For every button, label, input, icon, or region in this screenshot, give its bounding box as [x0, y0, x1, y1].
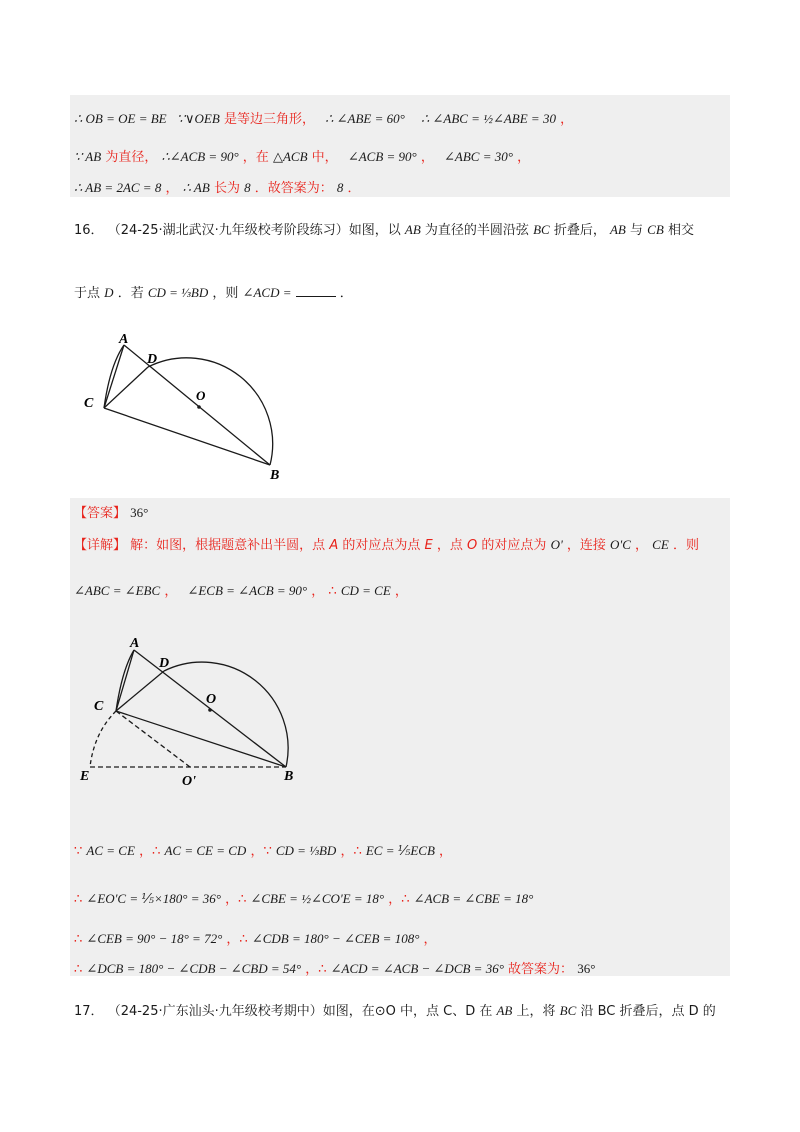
text: ∴ — [328, 584, 337, 599]
text: ， — [311, 584, 325, 599]
question-text: 与 — [630, 223, 644, 238]
math: ∠CDB = 180° − ∠CEB = 108° — [251, 931, 420, 946]
math: △ACB — [272, 149, 308, 164]
text: ， — [420, 150, 434, 165]
center-point — [197, 405, 201, 409]
detail-line-8 — [74, 958, 595, 977]
text: 中， — [311, 150, 338, 165]
segment-co-prime-dashed — [116, 711, 190, 767]
math: ∠CEB = 90° − 18° = 72° — [86, 931, 223, 946]
math: 36° — [577, 961, 596, 976]
math: E — [424, 538, 433, 553]
text: ， — [439, 844, 453, 859]
question-text: ． — [339, 286, 353, 301]
answer-blank — [296, 296, 336, 297]
math: ∴ OB = OE = BE — [74, 111, 167, 126]
math: 8 — [244, 180, 251, 195]
text: ，∴ — [139, 844, 161, 859]
math: ∠ABC = 30° — [444, 149, 513, 164]
text: ．故答案为： — [254, 181, 333, 196]
text: 为直径， — [105, 150, 158, 165]
figure-q16 — [60, 320, 320, 490]
text: ，点 — [436, 538, 463, 553]
math: CD = CE — [340, 583, 391, 598]
label-a: A — [119, 332, 129, 347]
prev-solution-line-3 — [74, 177, 361, 196]
text: ， — [394, 584, 408, 599]
label-d: D — [159, 656, 170, 671]
question-text: 折叠后， — [553, 223, 606, 238]
math: AC = CE — [86, 843, 135, 858]
math: ∵ AB — [74, 149, 102, 164]
label-a: A — [130, 636, 140, 651]
text: ．则 — [672, 538, 699, 553]
math: ∴ AB — [182, 180, 210, 195]
text: ∴ — [74, 962, 83, 977]
text: 长为 — [213, 181, 240, 196]
math: ∠ACD = ∠ACB − ∠DCB = 36° — [330, 961, 504, 976]
semicircle-arc — [148, 358, 273, 465]
label-b: B — [284, 769, 294, 784]
detail-line-5 — [74, 840, 452, 859]
label-c: C — [94, 699, 104, 714]
math: O' — [550, 537, 563, 552]
math: CD = ⅓BD — [147, 285, 209, 300]
text: ． — [347, 181, 361, 196]
segment-ca — [116, 650, 134, 711]
text: ，连接 — [566, 538, 606, 553]
question-text: ．若 — [117, 286, 144, 301]
math: ∴ ∠ABE = 60° — [325, 111, 405, 126]
math: D — [104, 285, 114, 300]
math: A — [329, 538, 339, 553]
math: ∠ACB = 90° — [347, 149, 417, 164]
math: ∴ ∠ABC = ½∠ABE = 30 — [420, 111, 556, 126]
text: ，∴ — [388, 892, 410, 907]
label-c: C — [84, 396, 94, 411]
math: ∠ACB = ∠CBE = 18° — [413, 891, 534, 906]
label-d: D — [147, 352, 158, 367]
text: ∵ — [74, 844, 83, 859]
prev-solution-line-1 — [74, 108, 573, 127]
question-text: 沿 BC 折叠后，点 D 的 — [580, 1004, 716, 1019]
math: ∠ACD = — [242, 285, 292, 300]
q16-line-2 — [74, 282, 353, 301]
math: ∠ECB = ∠ACB = 90° — [187, 583, 308, 598]
question-text: 相交 — [667, 223, 694, 238]
text: ， — [164, 584, 178, 599]
text: ， — [560, 112, 574, 127]
text: ， — [517, 150, 531, 165]
prev-solution-line-2 — [74, 146, 530, 165]
math: BC — [533, 222, 550, 237]
math: ∴ AB = 2AC = 8 — [74, 180, 162, 195]
answer-line — [74, 502, 148, 521]
detail-line-2 — [74, 580, 408, 599]
label-o: O — [206, 692, 217, 707]
question-text: （24-25·湖北武汉·九年级校考阶段练习）如图，以 — [107, 223, 401, 238]
math: O'C — [610, 537, 631, 552]
math: ∴∠ACB = 90° — [161, 149, 239, 164]
label-o-prime: O' — [182, 774, 196, 789]
completed-arc-dashed — [90, 711, 116, 767]
detail-line-6 — [74, 888, 533, 907]
text: ，在 — [242, 150, 269, 165]
math: AC = CE = CD — [164, 843, 247, 858]
segment-cb — [104, 408, 270, 465]
math: EC = ⅕ECB — [365, 843, 435, 858]
math: BC — [559, 1003, 577, 1018]
question-text: （24-25·广东汕头·九年级校考期中）如图，在⊙O 中，点 C、D 在 — [107, 1004, 493, 1019]
text: 的对应点为 — [481, 538, 547, 553]
text: 解：如图，根据题意补出半圆，点 — [130, 538, 326, 553]
text: 是等边三角形， — [223, 112, 315, 127]
detail-tag: 【详解】 — [74, 538, 127, 553]
math: AB — [609, 222, 626, 237]
text: ∴ — [74, 932, 83, 947]
label-o: O — [196, 388, 206, 403]
math: CD = ⅓BD — [275, 843, 337, 858]
text: 的对应点为点 — [342, 538, 421, 553]
math: AB — [496, 1003, 513, 1018]
text: ，∴ — [340, 844, 362, 859]
math: CB — [647, 222, 664, 237]
q17-line-1 — [74, 1000, 716, 1019]
math: ∠DCB = 180° − ∠CDB − ∠CBD = 54° — [86, 961, 302, 976]
center-point — [208, 708, 212, 712]
segment-cb — [116, 711, 286, 767]
text: ，∴ — [305, 962, 327, 977]
answer-value: 36° — [130, 505, 149, 520]
question-text: 为直径的半圆沿弦 — [424, 223, 529, 238]
text: ， — [165, 181, 179, 196]
math: ∠CBE = ½∠CO'E = 18° — [250, 891, 385, 906]
text: ， — [423, 932, 437, 947]
question-text: 于点 — [74, 286, 101, 301]
math: ∵∨OEB — [176, 111, 220, 126]
text: 故答案为： — [508, 962, 574, 977]
q16-line-1 — [74, 219, 694, 238]
math: 8 — [336, 180, 344, 195]
text: ， — [635, 538, 649, 553]
question-number: 16． — [74, 223, 104, 238]
text: ，∴ — [225, 892, 247, 907]
math: AB — [404, 222, 421, 237]
math: O — [467, 538, 478, 553]
math: CE — [652, 537, 669, 552]
detail-line-7 — [74, 928, 437, 947]
question-number: 17． — [74, 1004, 104, 1019]
question-text: ，则 — [212, 286, 239, 301]
label-e: E — [80, 769, 90, 784]
label-b: B — [270, 468, 280, 483]
math: ∠ABC = ∠EBC — [74, 583, 161, 598]
text: ，∵ — [250, 844, 272, 859]
segment-ab — [124, 345, 270, 465]
text: ∴ — [74, 892, 83, 907]
math: ∠EO'C = ⅕×180° = 36° — [86, 891, 221, 906]
detail-line-1 — [74, 534, 699, 553]
answer-tag: 【答案】 — [74, 506, 127, 521]
figure-detail — [70, 628, 330, 798]
text: ，∴ — [226, 932, 248, 947]
semicircle-arc — [164, 662, 288, 767]
question-text: 上，将 — [516, 1004, 556, 1019]
